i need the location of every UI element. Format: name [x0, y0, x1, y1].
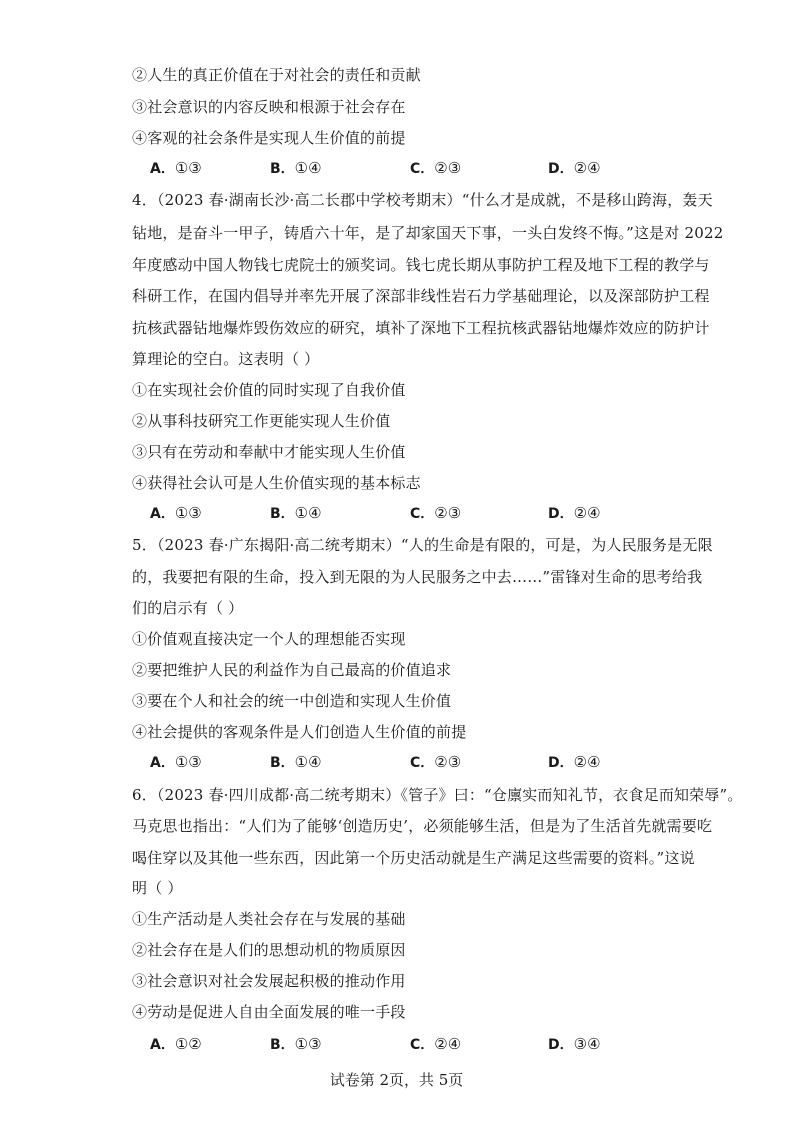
q4-stem-line: 算理论的空白。这表明（ ） [132, 350, 320, 368]
option-c: C．②③ [410, 753, 462, 771]
q5-stem-line: 5．（2023 春·广东揭阳·高二统考期末）“人的生命是有限的，可是，为人民服务是无限 [132, 536, 713, 554]
q4-item-3: ③只有在劳动和奉献中才能实现人生价值 [132, 443, 406, 461]
q6-stem-line: 马克思也指出：“人们为了能够‘创造历史’，必须能够生活，但是为了生活首先就需要吃 [132, 817, 713, 835]
q6-stem-line: 明（ ） [132, 879, 183, 897]
option-b: B．①④ [270, 504, 322, 522]
option-d: D．②④ [548, 753, 601, 771]
q5-item-1: ①价值观直接决定一个人的理想能否实现 [132, 630, 406, 648]
q4-item-4: ④获得社会认可是人生价值实现的基本标志 [132, 474, 421, 492]
page-footer: 试卷第 2页，共 5页 [329, 1071, 464, 1089]
q4-stem-line: 4．（2023 春·湖南长沙·高二长郡中学校考期末）“什么才是成就，不是移山跨海，轰天 [132, 191, 713, 209]
option-b: B．①④ [270, 159, 322, 177]
q4-stem-line: 科研工作，在国内倡导并率先开展了深部非线性岩石力学基础理论，以及深部防护工程 [132, 287, 710, 305]
q4-stem-line: 钻地，是奋斗一甲子，铸盾六十年，是了却家国天下事，一头白发终不悔。”这是对 2022 [132, 224, 724, 242]
option-c: C．②③ [410, 504, 462, 522]
prev-item-4: ④客观的社会条件是实现人生价值的前提 [132, 129, 406, 147]
option-d: D．②④ [548, 504, 601, 522]
q6-item-2: ②社会存在是人们的思想动机的物质原因 [132, 941, 406, 959]
q6-item-3: ③社会意识对社会发展起积极的推动作用 [132, 972, 406, 990]
q5-item-2: ②要把维护人民的利益作为自己最高的价值追求 [132, 661, 452, 679]
option-c: C．②③ [410, 159, 462, 177]
q4-stem-line: 年度感动中国人物钱七虎院士的颁奖词。钱七虎长期从事防护工程及地下工程的教学与 [132, 256, 710, 274]
q5-stem-line: 的，我要把有限的生命，投入到无限的为人民服务之中去……”雷锋对生命的思考给我 [132, 568, 703, 586]
prev-item-3: ③社会意识的内容反映和根源于社会存在 [132, 98, 406, 116]
option-a: A．①③ [150, 504, 202, 522]
q5-options [150, 752, 710, 772]
option-b: B．①④ [270, 753, 322, 771]
q4-options [150, 503, 710, 523]
q5-item-3: ③要在个人和社会的统一中创造和实现人生价值 [132, 692, 452, 710]
q6-item-1: ①生产活动是人类社会存在与发展的基础 [132, 910, 406, 928]
option-a: A．①③ [150, 159, 202, 177]
q4-item-2: ②从事科技研究工作更能实现人生价值 [132, 412, 391, 430]
option-a: A．①③ [150, 753, 202, 771]
q5-stem-line: 们的启示有（ ） [132, 599, 244, 617]
option-d: D．②④ [548, 159, 601, 177]
prev-item-2: ②人生的真正价值在于对社会的责任和贡献 [132, 66, 421, 84]
q6-stem-line: 喝住穿以及其他一些东西，因此第一个历史活动就是生产满足这些需要的资料。”这说 [132, 849, 695, 867]
option-a: A．①② [150, 1035, 202, 1053]
option-b: B．①③ [270, 1035, 322, 1053]
option-d: D．③④ [548, 1035, 601, 1053]
q4-stem-line: 抗核武器钻地爆炸毁伤效应的研究，填补了深地下工程抗核武器钻地爆炸效应的防护计 [132, 319, 710, 337]
q6-options [150, 1034, 710, 1054]
option-c: C．②④ [410, 1035, 462, 1053]
q5-item-4: ④社会提供的客观条件是人们创造人生价值的前提 [132, 723, 467, 741]
q4-item-1: ①在实现社会价值的同时实现了自我价值 [132, 381, 406, 399]
prev-options [150, 158, 710, 178]
q6-item-4: ④劳动是促进人自由全面发展的唯一手段 [132, 1003, 406, 1021]
q6-stem-line: 6．（2023 春·四川成都·高二统考期末）《管子》曰：“仓廪实而知礼节，衣食足而知荣辱”。 [132, 786, 743, 804]
